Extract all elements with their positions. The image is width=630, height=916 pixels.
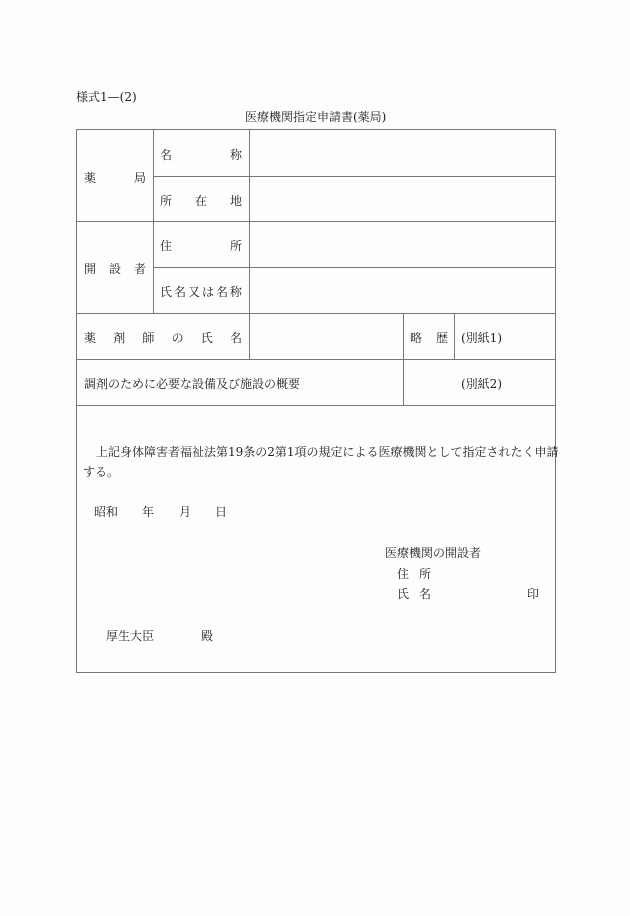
label-char: 略 bbox=[410, 331, 423, 345]
facilities-attachment: (別紙2) bbox=[461, 377, 502, 391]
divider bbox=[153, 176, 556, 177]
label-char: 歴 bbox=[435, 331, 448, 345]
seal-mark: 印 bbox=[527, 587, 540, 601]
label-char: 住 bbox=[160, 239, 173, 253]
divider bbox=[77, 405, 556, 406]
form-id: 様式1—(2) bbox=[76, 90, 137, 104]
divider bbox=[77, 359, 556, 360]
applicant-name-label bbox=[397, 585, 431, 602]
applicant-address-label bbox=[397, 565, 431, 582]
pharmacy-location-label bbox=[160, 192, 242, 209]
label-char: 設 bbox=[108, 262, 121, 276]
label-char: 剤 bbox=[113, 331, 126, 345]
divider bbox=[77, 221, 556, 222]
declaration-line-2: する。 bbox=[83, 465, 120, 479]
label-char: 名 bbox=[215, 285, 228, 299]
date-era: 昭和 bbox=[94, 505, 119, 519]
date-month: 月 bbox=[179, 505, 192, 519]
label-char: 名 bbox=[418, 587, 431, 601]
label-char: 所 bbox=[160, 194, 173, 208]
divider bbox=[403, 313, 404, 405]
label-char: 氏 bbox=[160, 285, 173, 299]
label-char: 所 bbox=[418, 567, 431, 581]
label-char: 者 bbox=[133, 262, 146, 276]
label-char: は bbox=[201, 285, 214, 299]
divider bbox=[77, 313, 556, 314]
label-char: 薬 bbox=[84, 171, 97, 185]
founder-address-field[interactable] bbox=[255, 237, 550, 253]
divider bbox=[249, 130, 250, 359]
date-year: 年 bbox=[142, 505, 155, 519]
date-day: 日 bbox=[215, 505, 228, 519]
history-attachment: (別紙1) bbox=[461, 331, 502, 345]
divider bbox=[454, 313, 455, 359]
founder-name-label bbox=[160, 283, 242, 300]
label-char: 薬 bbox=[84, 331, 97, 345]
founder-name-field[interactable] bbox=[255, 283, 550, 299]
founder-address-label bbox=[160, 237, 242, 254]
addressee: 厚生大臣 bbox=[106, 629, 155, 643]
pharmacy-location-field[interactable] bbox=[255, 192, 550, 208]
label-char: 地 bbox=[229, 194, 242, 208]
honorific: 殿 bbox=[201, 629, 214, 643]
label-char: 在 bbox=[194, 194, 207, 208]
label-char: 称 bbox=[229, 285, 242, 299]
label-char: 又 bbox=[187, 285, 200, 299]
pharmacy-name-label bbox=[160, 146, 242, 163]
label-char: 所 bbox=[229, 239, 242, 253]
label-char: 氏 bbox=[200, 331, 213, 345]
label-char: 住 bbox=[397, 567, 410, 581]
facilities-label: 調剤のために必要な設備及び施設の概要 bbox=[84, 377, 301, 391]
label-char: 称 bbox=[229, 148, 242, 162]
label-char: 名 bbox=[173, 285, 186, 299]
label-char: 局 bbox=[133, 171, 146, 185]
label-char: の bbox=[171, 331, 184, 345]
pharmacist-name-label bbox=[84, 329, 242, 346]
application-form-table bbox=[76, 129, 559, 673]
label-char: 師 bbox=[142, 331, 155, 345]
history-label bbox=[410, 329, 448, 346]
label-char: 氏 bbox=[397, 587, 410, 601]
label-char: 名 bbox=[229, 331, 242, 345]
declaration-line-1: 上記身体障害者福祉法第19条の2第1項の規定による医療機関として指定されたく申請 bbox=[96, 445, 559, 459]
pharmacy-label bbox=[84, 169, 146, 186]
pharmacy-name-field[interactable] bbox=[255, 146, 550, 162]
label-char: 開 bbox=[84, 262, 97, 276]
founder-label bbox=[84, 260, 146, 277]
divider bbox=[153, 267, 556, 268]
pharmacist-name-field[interactable] bbox=[255, 329, 397, 345]
applicant-title: 医療機関の開設者 bbox=[385, 546, 482, 560]
label-char: 名 bbox=[160, 148, 173, 162]
document-title: 医療機関指定申請書(薬局) bbox=[245, 110, 387, 124]
divider bbox=[153, 130, 154, 313]
